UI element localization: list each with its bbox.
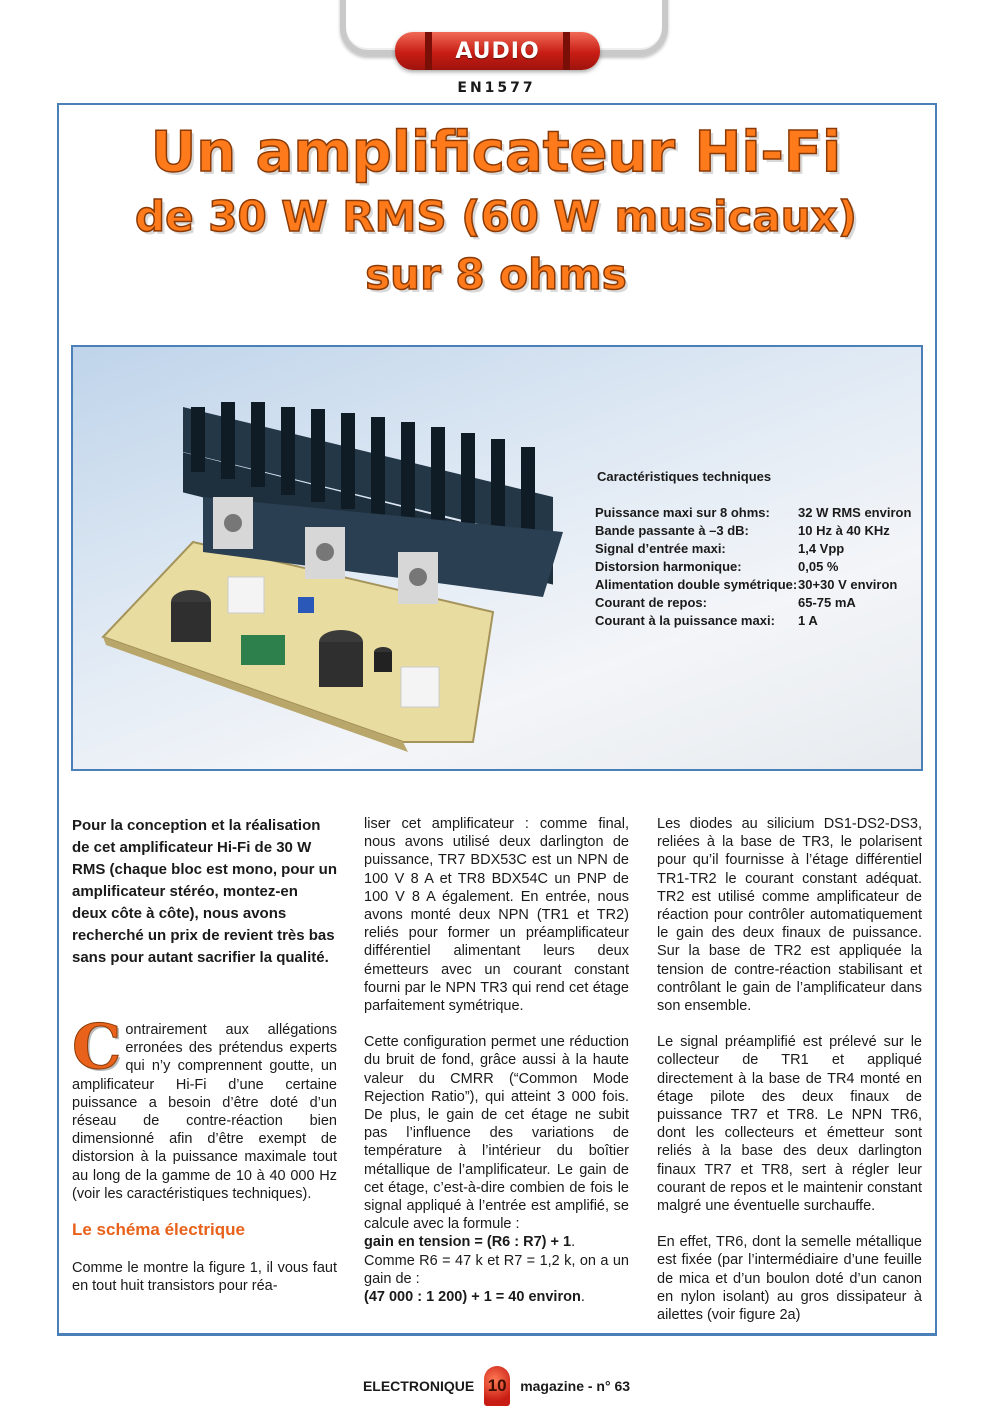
spec-value: 30+30 V environ — [798, 577, 898, 592]
title-line-1: Un amplificateur Hi-Fi — [150, 120, 842, 185]
paragraph-text: Comme R6 = 47 k et R7 = 1,2 k, on a un gain de : — [364, 1252, 629, 1287]
spec-key: Puissance maxi sur 8 ohms: — [595, 505, 770, 520]
column-3 — [657, 815, 922, 1342]
paragraph: Le signal préamplifié est prélevé sur le collecteur de TR1 et appliqué directement à la base de TR4 monté en étage pilote des deux finaux de puissance TR7 et TR8. Le NPN TR6, dont les collecteurs et émetteur sont reliés à la base des deux darlington finaux TR7 et TR8, sert à régler leur courant de repos et le maintenir constant malgré une éventuelle surchauffe. — [657, 1034, 922, 1215]
page-footer — [0, 1366, 993, 1406]
spec-row — [595, 522, 911, 540]
column-1 — [72, 815, 337, 1314]
spec-row — [595, 594, 911, 612]
spec-key: Bande passante à –3 dB: — [595, 523, 749, 538]
paragraph — [364, 1033, 629, 1306]
formula: gain en tension = (R6 : R7) + 1 — [364, 1234, 572, 1251]
section-label: AUDIO — [455, 38, 540, 64]
paragraph: liser cet amplificateur : comme final, nous avons utilisé deux darlington de puissance, TR7 BDX53C est un NPN de 100 V 8 A et TR8 BDX54C un PNP de 100 V 8 A également. En entrée, nous avons monté deux NPN (TR1 et TR2) reliés pour former un préamplificateur différentiel alimentant leurs deux émetteurs avec un courant constant fourni par le NPN TR3 qui rend cet étage parfaitement symétrique. — [364, 816, 629, 1015]
title-line-3: sur 8 ohms — [365, 250, 627, 299]
spec-row — [595, 504, 911, 522]
paragraph: En effet, TR6, dont la semelle métallique est fixée (par l’intermédiaire d’une feuille de mica et d’un boulon doté d’un canon en nylon isolant) au gros dissipateur à ailettes (voir figure 2a) — [657, 1234, 922, 1324]
spec-value: 32 W RMS environ — [798, 505, 912, 520]
specs-table — [595, 504, 911, 630]
title-line-2: de 30 W RMS (60 W musicaux) — [135, 192, 857, 241]
specs-title: Caractéristiques techniques — [597, 469, 772, 484]
spec-key: Signal d’entrée maxi: — [595, 541, 726, 556]
article-code: EN1577 — [457, 80, 536, 96]
column-2 — [364, 815, 629, 1306]
spec-value: 10 Hz à 40 KHz — [798, 523, 890, 538]
spec-row — [595, 576, 911, 594]
paragraph — [72, 1010, 337, 1203]
spec-value: 1,4 Vpp — [798, 541, 845, 556]
paragraph-text: Cette configuration permet une réduction du bruit de fond, grâce aussi à la haute valeur du CMRR (“Common Mode Rejection Ratio”), qui atteint 3 000 fois. De plus, le gain de cet étage ne subit pas l’influence des variations de température à l’intérieur du boîtier métallique de l’amplificateur. Le gain de cet étage, c’est-à-dire combien de fois le signal appliqué à l’entrée est amplifié, se calcule avec la formule : — [364, 1034, 629, 1233]
spec-key: Courant à la puissance maxi: — [595, 613, 775, 628]
spec-key: Alimentation double symétrique: — [595, 577, 798, 592]
spec-key: Distorsion harmonique: — [595, 559, 742, 574]
spec-row — [595, 612, 911, 630]
footer-magazine-right: magazine - n° 63 — [520, 1378, 631, 1394]
paragraph: Les diodes au silicium DS1-DS2-DS3, reliées à la base de TR3, le polarisent pour qu’il fournisse à l’étage différentiel TR1-TR2 le courant constant adéquat. TR2 est utilisé comme amplificateur de réaction pour contrôler automatiquement le gain des deux finaux de puissance. Sur la base de TR2 est appliquée la tension de contre-réaction stabilisant et contrôlant le gain de l’amplificateur dans son ensemble. — [657, 816, 922, 1015]
spec-key: Courant de repos: — [595, 595, 707, 610]
lead-paragraph: Pour la conception et la réalisation de cet amplificateur Hi-Fi de 30 W RMS (chaque bloc est mono, pour un amplificateur stéréo, montez-en deux côte à côte), nous avons recherché un prix de revient très bas sans pour autant sacrifier la qualité. — [72, 817, 338, 966]
spec-value: 0,05 % — [798, 559, 839, 574]
section-heading: Le schéma électrique — [72, 1220, 245, 1240]
spec-value: 1 A — [798, 613, 818, 628]
formula-end: . — [580, 1289, 585, 1306]
paragraph-text: ontrairement aux allégations erronées des prétendus experts qui n’y comprennent goutte, un amplificateur Hi-Fi d’une certaine puissance a besoin d’être doté d’un réseau de contre-réaction bien dimensionné afin d’être exempt de distorsion à la puissance maximale tout au long de la gamme de 10 à 40 000 Hz (voir les caractéristiques techniques). — [72, 1022, 337, 1202]
drop-cap: C — [72, 1010, 122, 1083]
paragraph: Comme le montre la figure 1, il vous faut en tout huit transistors pour réa- — [72, 1260, 337, 1295]
formula: (47 000 : 1 200) + 1 = 40 environ — [364, 1289, 581, 1306]
footer-magazine-left: ELECTRONIQUE — [362, 1378, 475, 1394]
page-number-led: 10 — [484, 1366, 510, 1406]
spec-row — [595, 558, 911, 576]
spec-row — [595, 540, 911, 558]
spec-value: 65-75 mA — [798, 595, 856, 610]
formula-end: . — [571, 1234, 576, 1251]
